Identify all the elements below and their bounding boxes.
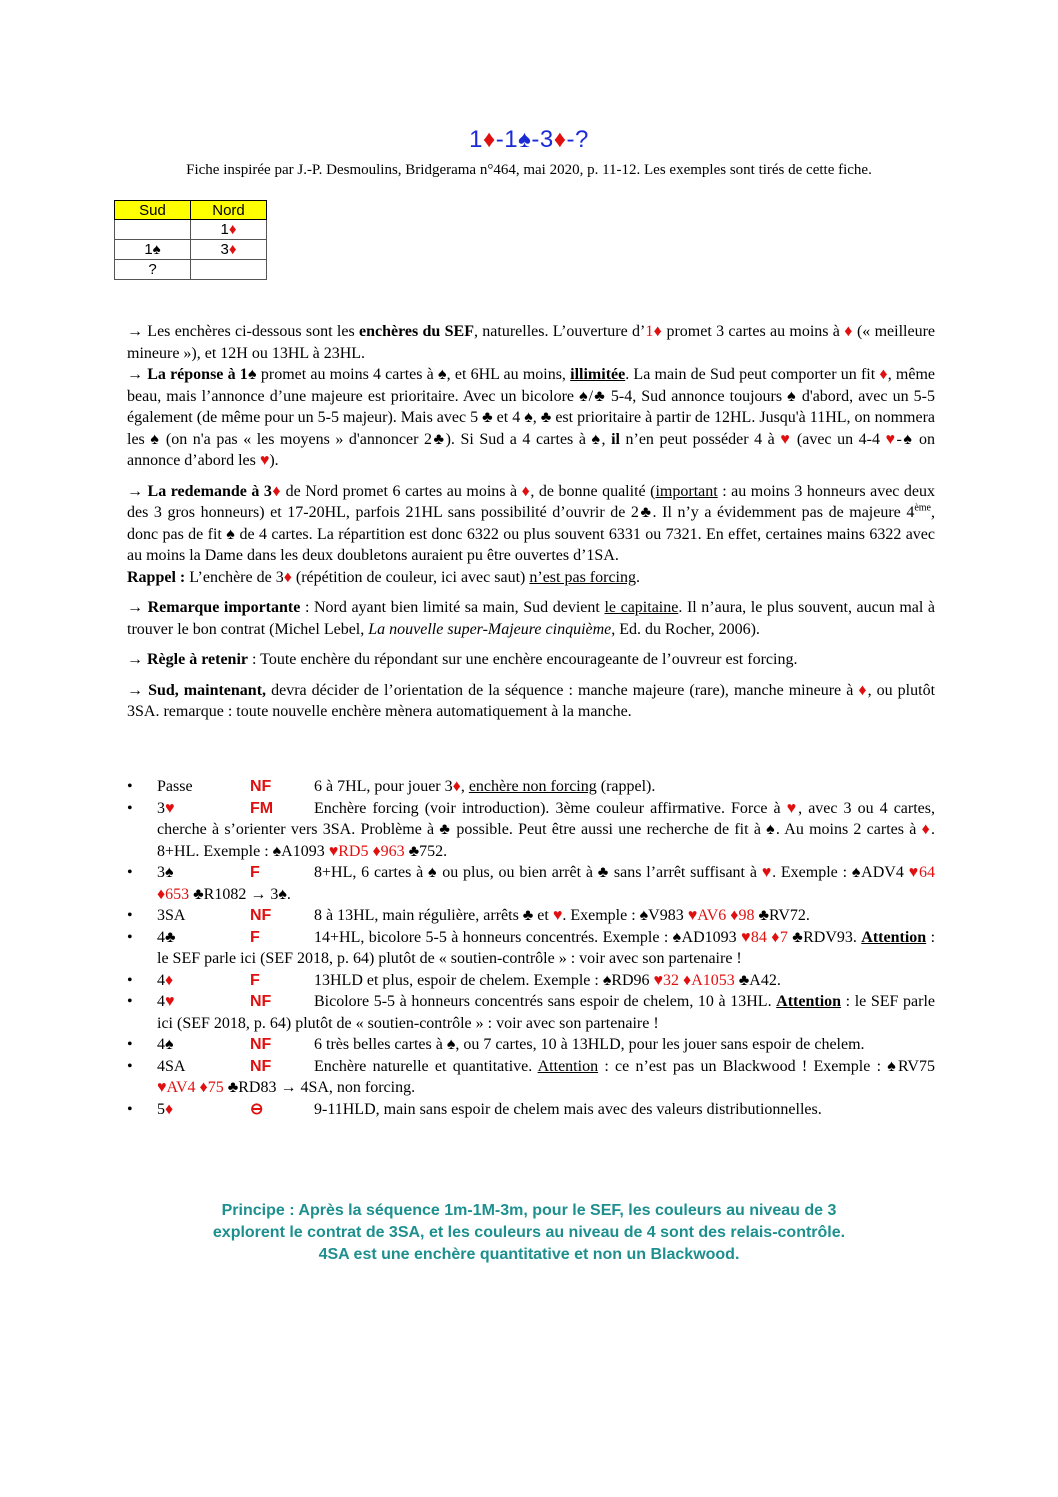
intro-paragraph: → Règle à retenir : Toute enchère du répondant sur une enchère encourageante de l’ouvreur est forcing. [127,651,798,668]
bid-description: 14+HL, bicolore 5-5 à honneurs concentrés. Exemple : ♠AD1093 ♥84 ♦7 ♣RDV93. Attention : le SEF parle ici (SEF 2018, p. 64) plutôt de « soutien-contrôle » : voir avec son partenaire ! [157,928,936,967]
list-item [127,1099,935,1121]
bid-description: 13HLD et plus, espoir de chelem. Exemple : ♠RD96 ♥32 ♦A1053 ♣A42. [314,971,781,989]
bid-name: 3♠ [157,864,174,881]
bullet-icon: • [127,864,133,881]
bid-description: 9-11HLD, main sans espoir de chelem mais avec des valeurs distributionnelles. [314,1100,822,1118]
list-item [127,798,935,863]
principle-line: Principe : Après la séquence 1m-1M-3m, pour le SEF, les couleurs au niveau de 3 [221,1202,837,1219]
intro-section [127,321,935,732]
bid-description: 8 à 13HL, main régulière, arrêts ♣ et ♥. Exemple : ♠V983 ♥AV6 ♦98 ♣RV72. [314,907,810,924]
bid-name: 5♦ [157,1100,174,1118]
bid-name: 3SA [157,907,186,924]
intro-paragraph: → La redemande à 3♦ de Nord promet 6 cartes au moins à ♦, de bonne qualité (important : au moins 3 honneurs avec deux des 3 gros honneurs) et 17-20HL, parfois 21HL sans possibilité d’ouvrir de 2♣. Il n’y a évidemment pas de majeure 4ème, donc pas de fit ♠ de 4 cartes. La répartition est donc 6322 ou plus souvent 6331 ou 7321. En effet, certaines mains 6322 avec au moins la Dame dans les deux doubletons auraient pu être ouvertes d’1SA. Rappel : L’enchère de 3♦ (répétition de couleur, ici avec saut) n’est pas forcing. [127,482,936,586]
principle-line: explorent le contrat de 3SA, et les couleurs au niveau de 4 sont des relais-contrôle. [212,1224,846,1241]
bid-description: Enchère forcing (voir introduction). 3ème couleur affirmative. Force à ♥, avec 3 ou 4 cartes, cherche à s’orienter vers 3SA. Problème à ♣ possible. Peut être aussi une recherche de fit à ♠. Au moins 2 cartes à ♦. 8+HL. Exemple : ♠A1093 ♥RD5 ♦963 ♣752. [157,799,936,860]
bullet-icon: • [127,993,133,1010]
bid-tag: NF [250,993,272,1010]
list-item [127,776,935,798]
bid-tag: F [250,928,260,946]
bid-name: 4♦ [157,971,174,989]
bid-description: Enchère naturelle et quantitative. Attention : ce n’est pas un Blackwood ! Exemple : ♠RV75 ♥AV4 ♦75 ♣RD83 → 4SA, non forcing. [157,1057,935,1096]
auction-cell: 1♠ [115,240,191,260]
auction-table [114,200,267,280]
bid-tag: F [250,971,260,989]
list-item [127,905,935,927]
bid-tag: ⊖ [250,1100,264,1118]
bullet-icon: • [127,971,133,989]
bullet-icon: • [127,1057,133,1075]
bullet-icon: • [127,1036,133,1053]
auction-header-nord: Nord [191,201,267,220]
list-item [127,1034,935,1056]
bids-list [127,776,935,1120]
bullet-icon: • [127,778,133,795]
bid-description: 6 à 7HL, pour jouer 3♦, enchère non forcing (rappel). [314,778,656,795]
bid-description: Bicolore 5-5 à honneurs concentrés sans espoir de chelem, 10 à 13HL. Attention : le SEF parle ici (SEF 2018, p. 64) plutôt de « soutien-contrôle » : voir avec son partenaire ! [157,993,935,1032]
bid-name: 4♣ [157,928,176,946]
bid-tag: NF [250,907,272,924]
list-item [127,862,935,905]
list-item [127,927,935,970]
auction-cell [191,260,267,280]
bid-tag: NF [250,1057,272,1075]
bullet-icon: • [127,907,133,924]
bullet-icon: • [127,928,133,946]
bid-tag: FM [250,799,274,817]
list-item [127,970,935,992]
bid-tag: NF [250,1036,272,1053]
principle-box [0,1200,1058,1266]
auction-cell: 1♦ [191,220,267,240]
intro-paragraph: → Remarque importante : Nord ayant bien limité sa main, Sud devient le capitaine. Il n’aura, le plus souvent, aucun mal à trouver le bon contrat (Michel Lebel, La nouvelle super-Majeure cinquième, Ed. du Rocher, 2006). [127,599,936,638]
intro-paragraph: → Sud, maintenant, devra décider de l’orientation de la séquence : manche majeure (rare), manche mineure à ♦, ou plutôt 3SA. remarque : toute nouvelle enchère mènera automatiquement à la manche. [127,681,936,720]
bid-name: Passe [157,778,193,795]
auction-cell [115,220,191,240]
auction-cell: ? [115,260,191,280]
bid-tag: NF [250,778,272,795]
principle-line: 4SA est une enchère quantitative et non un Blackwood. [318,1246,740,1263]
list-item [127,991,935,1034]
bid-description: 8+HL, 6 cartes à ♠ ou plus, ou bien arrêt à ♣ sans l’arrêt suffisant à ♥. Exemple : ♠ADV4 ♥64 ♦653 ♣R1082 → 3♠. [157,864,935,903]
auction-header-sud: Sud [115,201,191,220]
bid-name: 3♥ [157,799,175,817]
list-item [127,1056,935,1099]
bid-tag: F [250,864,260,881]
bid-name: 4♠ [157,1036,174,1053]
bullet-icon: • [127,799,133,817]
bullet-icon: • [127,1100,133,1118]
bid-name: 4♥ [157,993,175,1010]
auction-cell: 3♦ [191,240,267,260]
bid-name: 4SA [157,1057,186,1075]
intro-paragraph: → Les enchères ci-dessous sont les enchères du SEF, naturelles. L’ouverture d’1♦ promet 3 cartes au moins à ♦ (« meilleure mineure »), et 12H ou 13HL à 23HL. → La réponse à 1♠ promet au moins 4 cartes à ♠, et 6HL au moins, illimitée. La main de Sud peut comporter un fit ♦, même beau, mais l’annonce d’une majeure est prioritaire. Avec un bicolore ♠/♣ 5-4, Sud annonce toujours ♠ d'abord, avec un 5-5 également (de même pour un 5-5 majeur). Mais avec 5 ♣ et 4 ♠, ♣ est prioritaire à partir de 12HL. Jusqu'à 11HL, on nommera les ♠ (on n'a pas « les moyens » d'annoncer 2♣). Si Sud a 4 cartes à ♠, il n’en peut posséder 4 à ♥ (avec un 4-4 ♥-♠ on annonce d’abord les ♥). [127,323,936,469]
bid-description: 6 très belles cartes à ♠, ou 7 cartes, 10 à 13HLD, pour les jouer sans espoir de chelem. [314,1036,865,1053]
page-subtitle: Fiche inspirée par J.-P. Desmoulins, Bridgerama n°464, mai 2020, p. 11-12. Les exemples sont tirés de cette fiche. [186,162,872,178]
page-title: 1♦-1♠-3♦-? [469,126,589,153]
